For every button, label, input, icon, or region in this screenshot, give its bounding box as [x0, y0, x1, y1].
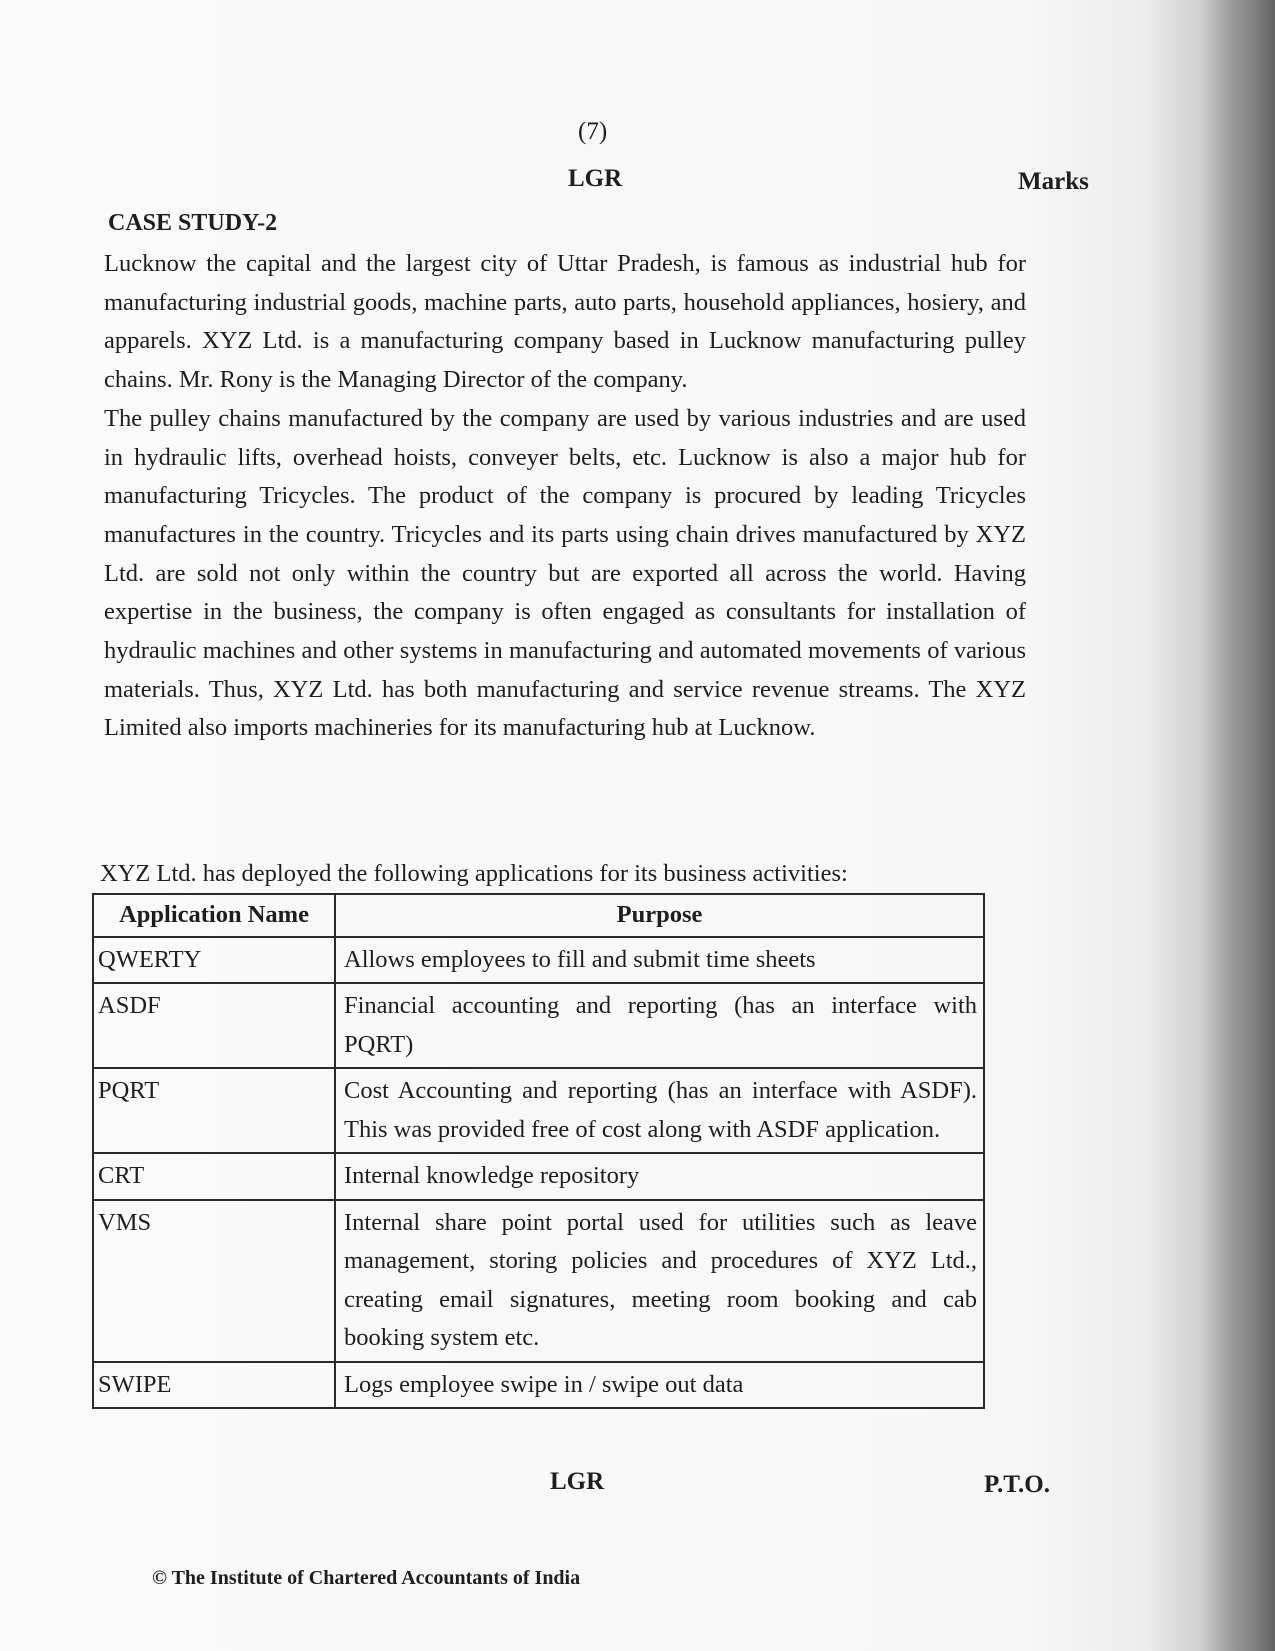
table-header-row [93, 894, 984, 937]
purpose-cell: Internal share point portal used for utilities such as leave management, storing policies and procedures of XYZ Ltd., creating email signatures, meeting room booking and cab booking system etc. [335, 1200, 984, 1362]
purpose-cell: Internal knowledge repository [335, 1153, 984, 1200]
application-name-cell: SWIPE [93, 1362, 335, 1409]
pto-label: P.T.O. [984, 1471, 1050, 1498]
case-study-body [104, 245, 1026, 748]
column-header-purpose: Purpose [335, 894, 984, 937]
table-row [93, 937, 984, 984]
column-header-application-name: Application Name [93, 894, 335, 937]
application-name-cell: ASDF [93, 983, 335, 1068]
paragraph: The pulley chains manufactured by the company are used by various industries and are used in hydraulic lifts, overhead hoists, conveyer belts, etc. Lucknow is also a major hub for manufacturing Tricycles. The product of the company is procured by leading Tricycles manufactures in the country. Tricycles and its parts using chain drives manufactured by XYZ Ltd. are sold not only within the country but are exported all across the world. Having expertise in the business, the company is often engaged as consultants for installation of hydraulic machines and other systems in manufacturing and automated movements of various materials. Thus, XYZ Ltd. has both manufacturing and service revenue streams. The XYZ Limited also imports machineries for its manufacturing hub at Lucknow. [104, 404, 1026, 742]
purpose-cell: Financial accounting and reporting (has an interface with PQRT) [335, 983, 984, 1068]
paper-code-header: LGR [568, 165, 623, 192]
table-intro: XYZ Ltd. has deployed the following applications for its business activities: [100, 860, 848, 887]
table-row [93, 1200, 984, 1362]
application-name-cell: CRT [93, 1153, 335, 1200]
purpose-cell: Logs employee swipe in / swipe out data [335, 1362, 984, 1409]
paragraph: Lucknow the capital and the largest city of Uttar Pradesh, is famous as industrial hub for manufacturing industrial goods, machine parts, auto parts, household appliances, hosiery, and apparels. XYZ Ltd. is a manufacturing company based in Lucknow manufacturing pulley chains. Mr. Rony is the Managing Director of the company. [104, 250, 1026, 394]
marks-label: Marks [1018, 168, 1089, 195]
purpose-cell: Allows employees to fill and submit time sheets [335, 937, 984, 984]
copyright-footer: © The Institute of Chartered Accountants of India [152, 1567, 581, 1589]
application-name-cell: QWERTY [93, 937, 335, 984]
table-row [93, 1362, 984, 1409]
applications-table [92, 893, 985, 1409]
table-row [93, 983, 984, 1068]
page-number: (7) [578, 118, 608, 145]
scan-edge-shadow [1150, 0, 1275, 1651]
table-row [93, 1068, 984, 1153]
purpose-cell: Cost Accounting and reporting (has an interface with ASDF). This was provided free of cost along with ASDF application. [335, 1068, 984, 1153]
table-row [93, 1153, 984, 1200]
application-name-cell: VMS [93, 1200, 335, 1362]
case-study-title: CASE STUDY-2 [108, 210, 278, 236]
application-name-cell: PQRT [93, 1068, 335, 1153]
paper-code-footer: LGR [550, 1468, 605, 1495]
